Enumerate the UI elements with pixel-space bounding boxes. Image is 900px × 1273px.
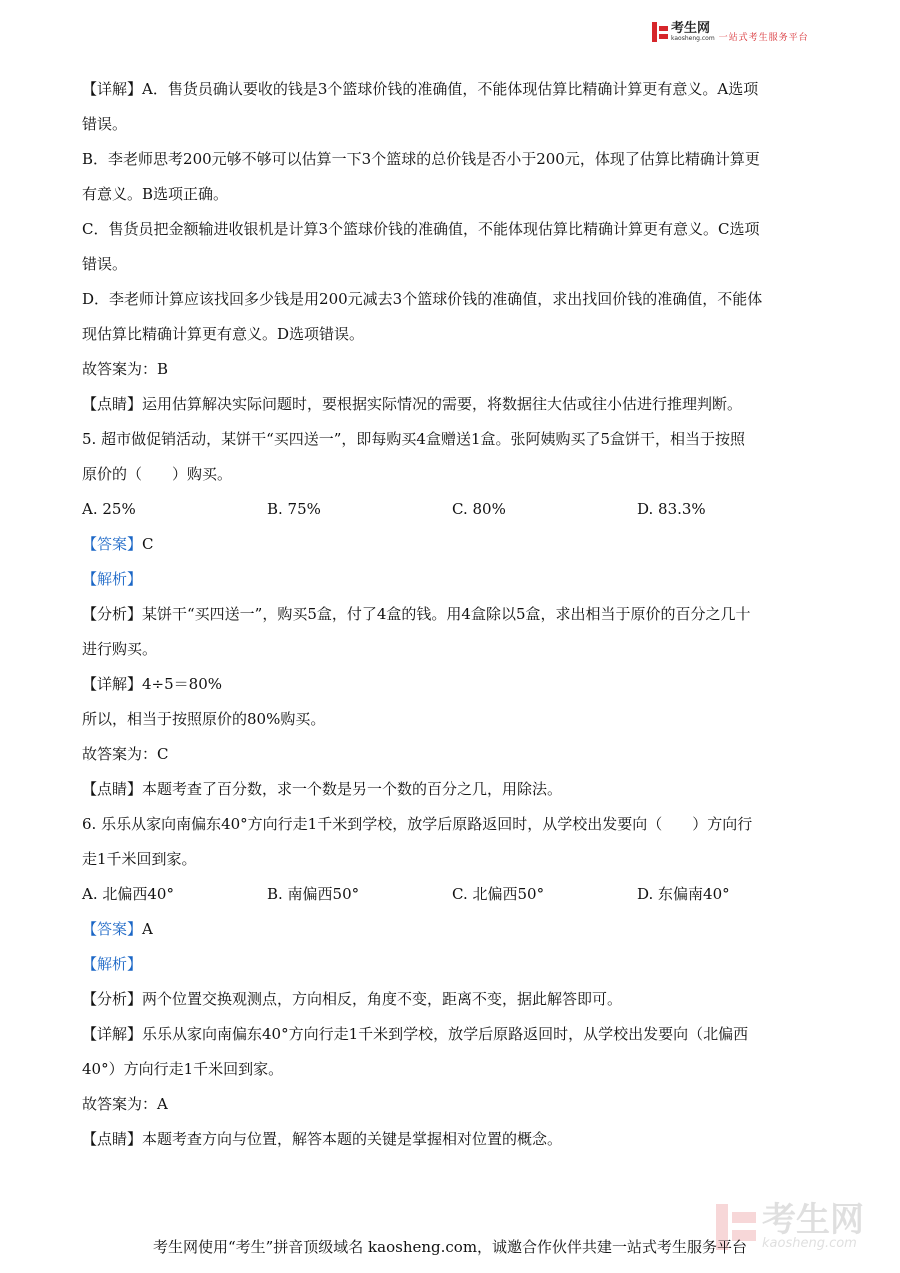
logo-domain: kaosheng.com (671, 34, 715, 42)
watermark-name: 考生网 (762, 1200, 864, 1240)
analysis-label-text: 【解析】 (82, 570, 143, 588)
text-line: 【点睛】本题考查方向与位置，解答本题的关键是掌握相对位置的概念。 (82, 1130, 563, 1148)
answer-value: C (142, 535, 154, 553)
choice-option: D. 83.3% (637, 500, 706, 518)
page-footer: 考生网使用“考生”拼音顶级域名 kaosheng.com，诚邀合作伙伴共建一站式考生服务平台 (152, 1238, 748, 1256)
watermark-domain: kaosheng.com (762, 1236, 857, 1251)
header-logo (652, 20, 809, 43)
text-line: 40°）方向行走1千米回到家。 (82, 1060, 284, 1078)
text-line: 【点睛】运用估算解决实际问题时，要根据实际情况的需要，将数据往大估或往小估进行推理判断。 (82, 395, 743, 413)
answer-label: 【答案】 (82, 535, 143, 553)
text-line: 故答案为：A (82, 1095, 168, 1113)
answer-value: A (142, 920, 153, 938)
document-body (82, 72, 827, 1157)
text-line: 【详解】A．售货员确认要收的钱是3个篮球价钱的准确值，不能体现估算比精确计算更有意义。A选项 (82, 80, 759, 98)
text-line: 【详解】4÷5＝80% (82, 675, 222, 693)
text-line: B．李老师思考200元够不够可以估算一下3个篮球的总价钱是否小于200元，体现了估算比精确计算更 (82, 150, 760, 168)
choice-option: C. 北偏西50° (452, 885, 545, 903)
text-line: C．售货员把金额输进收银机是计算3个篮球价钱的准确值，不能体现估算比精确计算更有意义。C选项 (82, 220, 760, 238)
choice-option: C. 80% (452, 500, 506, 518)
text-line: 原价的（ ）购买。 (82, 465, 233, 483)
text-line: 错误。 (82, 115, 128, 133)
text-line: 故答案为：C (82, 745, 169, 763)
text-line: 6. 乐乐从家向南偏东40°方向行走1千米到学校，放学后原路返回时，从学校出发要向（ ）方向行 (82, 815, 753, 833)
answer-label: 【答案】 (82, 920, 143, 938)
choice-option: A. 25% (82, 500, 136, 518)
answer-line (82, 527, 827, 562)
choice-option: B. 南偏西50° (267, 885, 360, 903)
choice-row (82, 492, 827, 527)
text-line: 5. 超市做促销活动，某饼干“买四送一”，即每购买4盒赠送1盒。张阿姨购买了5盒饼干，相当于按照 (82, 430, 746, 448)
text-line: 有意义。B选项正确。 (82, 185, 229, 203)
text-line: 【详解】乐乐从家向南偏东40°方向行走1千米到学校，放学后原路返回时，从学校出发要向（北偏西 (82, 1025, 749, 1043)
choice-option: D. 东偏南40° (637, 885, 730, 903)
text-line: 故答案为：B (82, 360, 169, 378)
text-line: 【分析】两个位置交换观测点，方向相反，角度不变，距离不变，据此解答即可。 (82, 990, 623, 1008)
analysis-label-text: 【解析】 (82, 955, 143, 973)
logo-slogan: 一站式考生服务平台 (718, 33, 809, 43)
text-line: 走1千米回到家。 (82, 850, 197, 868)
text-line: 【分析】某饼干“买四送一”，购买5盒，付了4盒的钱。用4盒除以5盒，求出相当于原价的百分之几十 (82, 605, 751, 623)
choice-option: A. 北偏西40° (82, 885, 174, 903)
analysis-label (82, 947, 827, 982)
text-line: 错误。 (82, 255, 128, 273)
logo-name: 考生网 (671, 20, 711, 36)
choice-row (82, 877, 827, 912)
text-line: 所以，相当于按照原价的80%购买。 (82, 710, 326, 728)
text-line: D．李老师计算应该找回多少钱是用200元减去3个篮球价钱的准确值，求出找回价钱的准确值，不能体 (82, 290, 763, 308)
text-line: 进行购买。 (82, 640, 158, 658)
text-line: 现估算比精确计算更有意义。D选项错误。 (82, 325, 365, 343)
logo-icon (652, 22, 668, 42)
answer-line (82, 912, 827, 947)
analysis-label (82, 562, 827, 597)
choice-option: B. 75% (267, 500, 321, 518)
text-line: 【点睛】本题考查了百分数，求一个数是另一个数的百分之几，用除法。 (82, 780, 563, 798)
